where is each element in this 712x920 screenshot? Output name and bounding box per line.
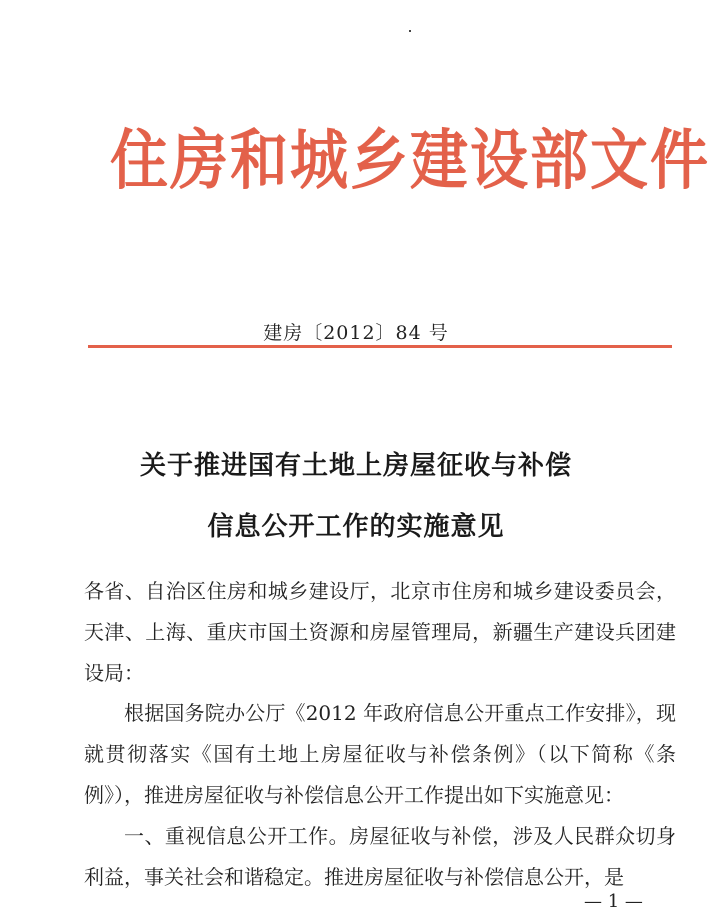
addressees-text: 各省、自治区住房和城乡建设厅，北京市住房和城乡建设委员会，天津、上海、重庆市国土资源和房屋管理局，新疆生产建设兵团建设局： [84, 579, 676, 685]
header-divider [88, 345, 672, 348]
document-header: 住房和城乡建设部文件 [110, 121, 711, 199]
paragraph-1-text: 根据国务院办公厅《2012 年政府信息公开重点工作安排》，现就贯彻落实《国有土地上房屋征收与补偿条例》（以下简称《条例》），推进房屋征收与补偿信息公开工作提出如下实施意见： [84, 701, 676, 807]
paragraph-2 [84, 816, 676, 898]
page-number: — 1 — [584, 891, 643, 912]
document-title-line1: 关于推进国有土地上房屋征收与补偿 [139, 451, 572, 481]
document-title-line2: 信息公开工作的实施意见 [207, 512, 505, 542]
addressees-block [84, 571, 676, 694]
scan-speck [409, 30, 411, 32]
paragraph-2-text: 一、重视信息公开工作。房屋征收与补偿，涉及人民群众切身利益，事关社会和谐稳定。推进房屋征收与补偿信息公开，是 [84, 824, 676, 889]
paragraph-1 [84, 693, 676, 816]
document-number: 建房〔2012〕84 号 [263, 322, 449, 344]
